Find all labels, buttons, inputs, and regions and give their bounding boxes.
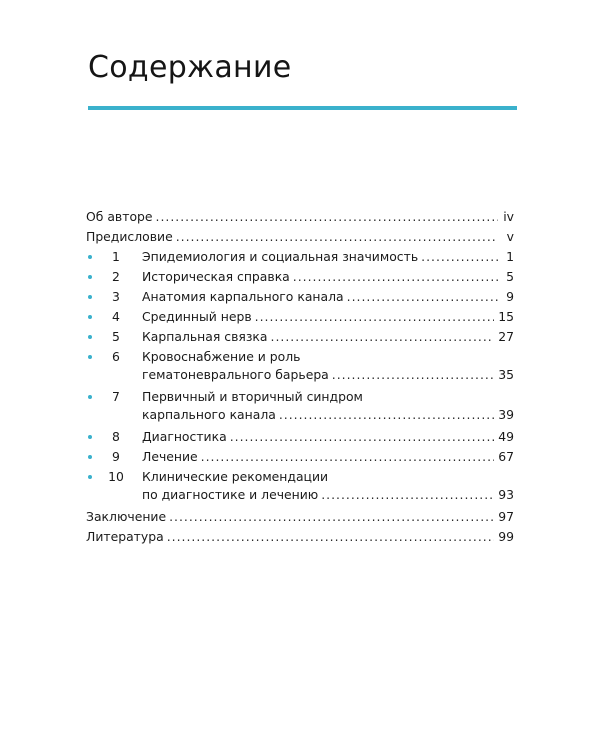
- toc-entry-page: v: [506, 229, 514, 244]
- dot-leader: [421, 248, 498, 266]
- bullet-icon: [88, 355, 92, 359]
- chapter-title-line-1: Кровоснабжение и роль: [142, 349, 301, 364]
- dot-leader: [293, 268, 498, 286]
- bullet-icon: [88, 475, 92, 479]
- chapter-number: 4: [112, 309, 120, 324]
- bullet-icon: [88, 275, 92, 279]
- toc-entry-label: Заключение: [86, 509, 167, 524]
- page-title: Содержание: [88, 50, 292, 85]
- chapter-title: Срединный нерв: [142, 309, 252, 324]
- chapter-title: Карпальная связка: [142, 329, 268, 344]
- chapter-number: 10: [108, 469, 124, 484]
- toc-entry-page: iv: [503, 209, 514, 224]
- bullet-icon: [88, 315, 92, 319]
- chapter-title: Диагностика: [142, 429, 227, 444]
- chapter-page: 1: [506, 249, 514, 264]
- chapter-title: Лечение: [142, 449, 198, 464]
- chapter-number: 3: [112, 289, 120, 304]
- chapter-number: 5: [112, 329, 120, 344]
- chapter-title: Анатомия карпального канала: [142, 289, 344, 304]
- chapter-title-line-2: гематоневрального барьера: [142, 367, 329, 382]
- bullet-icon: [88, 295, 92, 299]
- chapter-title: Эпидемиология и социальная значимость: [142, 249, 419, 264]
- dot-leader: [230, 428, 495, 446]
- toc-entry-page: 97: [498, 509, 514, 524]
- dot-leader: [201, 448, 495, 466]
- chapter-page: 39: [498, 407, 514, 422]
- bullet-icon: [88, 435, 92, 439]
- chapter-number: 2: [112, 269, 120, 284]
- chapter-number: 6: [112, 349, 120, 364]
- chapter-number: 8: [112, 429, 120, 444]
- chapter-page: 49: [498, 429, 514, 444]
- chapter-page: 35: [498, 367, 514, 382]
- chapter-page: 9: [506, 289, 514, 304]
- title-divider: [88, 106, 517, 110]
- chapter-number: 9: [112, 449, 120, 464]
- chapter-page: 27: [498, 329, 514, 344]
- bullet-icon: [88, 395, 92, 399]
- dot-leader: [279, 406, 494, 424]
- dot-leader: [321, 486, 494, 504]
- toc-entry-label: Об авторе: [86, 209, 153, 224]
- chapter-title: Историческая справка: [142, 269, 290, 284]
- chapter-title-line-2: по диагностике и лечению: [142, 487, 319, 502]
- dot-leader: [156, 208, 498, 226]
- toc-entry-label: Литература: [86, 529, 164, 544]
- chapter-title-line-1: Первичный и вторичный синдром: [142, 389, 363, 404]
- bullet-icon: [88, 455, 92, 459]
- chapter-page: 5: [506, 269, 514, 284]
- chapter-number: 7: [112, 389, 120, 404]
- chapter-number: 1: [112, 249, 120, 264]
- dot-leader: [255, 308, 495, 326]
- toc-entry-label: Предисловие: [86, 229, 173, 244]
- dot-leader: [169, 508, 494, 526]
- dot-leader: [347, 288, 498, 306]
- dot-leader: [332, 366, 494, 384]
- bullet-icon: [88, 335, 92, 339]
- dot-leader: [271, 328, 495, 346]
- dot-leader: [167, 528, 495, 546]
- chapter-page: 15: [498, 309, 514, 324]
- bullet-icon: [88, 255, 92, 259]
- chapter-title-line-2: карпального канала: [142, 407, 276, 422]
- chapter-title-line-1: Клинические рекомендации: [142, 469, 329, 484]
- chapter-page: 67: [498, 449, 514, 464]
- toc-entry-page: 99: [498, 529, 514, 544]
- chapter-page: 93: [498, 487, 514, 502]
- dot-leader: [176, 228, 498, 246]
